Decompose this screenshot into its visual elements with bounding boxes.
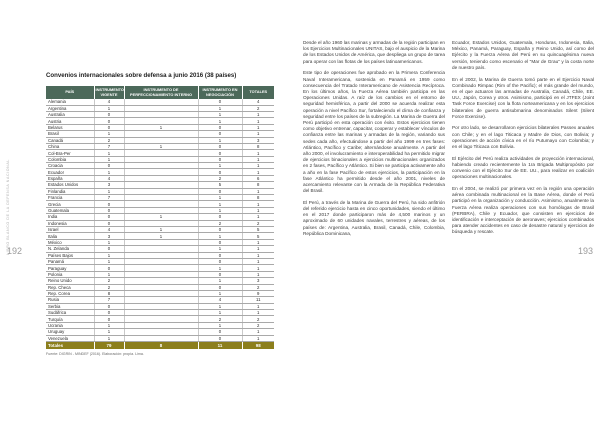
table-cell: 1 <box>94 322 124 328</box>
table-cell: 3 <box>242 137 274 143</box>
table-cell: 7 <box>94 195 124 201</box>
right-page-column-1 <box>303 40 445 243</box>
table-cell: Países Bajos <box>46 252 94 258</box>
defense-agreements-table <box>46 86 274 349</box>
body-paragraph: Este tipo de operaciones fue aprobado en la Primera Conferencia Naval Interamericana, sostenida en Panamá en 1959 como consecuencia del Tratado Interamericano de Asistencia Recíproca. En los últimos años, la Fuerza Aérea también participa en las Operaciones Unidas. A raíz de los cambios en el entorno de seguridad hemisférica, a partir del 2000 se acuerda realizar esta operación a nivel Pacífico Sur, fortaleciendo el clima de confianza y seguridad entre los países de la subregión. La Marina de Guerra del Perú participó en esta operación con éxito. Estos ejercicios tienen como objetivo entrenar, capacitar, cooperar y establecer vínculos de confianza entre las marinas y armadas de la región, variando sus sedes cada año, efectuándose a partir del año 1999 en tres fases: Atlántico, Pacífico y Caribe; alternándose anualmente. A partir del año 2000, el involucramiento e interoperabilidad ha permitido migrar de ejercicios binacionales a ejercicios multinacionales organizados en 2 fases, Pacífico y Atlántico. Si bien se participa activamente año a año en la fase Pacífico de estos ejercicios, la participación en la fase Atlántico ha permitido desde el año 2001, niveles de acercamiento relevante con la Armada de la República Federativa del Brasil. <box>303 70 445 194</box>
table-cell: 1 <box>242 131 274 137</box>
table-cell: 0 <box>198 258 242 264</box>
table-cell: 1 <box>242 169 274 175</box>
table-cell: 1 <box>198 303 242 309</box>
table-cell: 4 <box>94 227 124 233</box>
table-cell: 1 <box>94 150 124 156</box>
table-cell: 8 <box>242 195 274 201</box>
table-cell: 0 <box>94 124 124 130</box>
table-cell: Rusia <box>46 297 94 303</box>
table-cell: 0 <box>198 284 242 290</box>
table-cell: 0 <box>94 246 124 252</box>
table-cell: 1 <box>242 265 274 271</box>
table-cell: Belarus <box>46 124 94 130</box>
table-cell: España <box>46 175 94 181</box>
table-cell: 1 <box>94 156 124 162</box>
table-cell: Rep. Corea <box>46 290 94 296</box>
table-cell: 2 <box>198 316 242 322</box>
table-cell: 1 <box>124 233 198 239</box>
table-cell: 0 <box>198 329 242 335</box>
table-cell: 1 <box>94 252 124 258</box>
table-cell: Israel <box>46 227 94 233</box>
table-totals-row <box>46 342 274 350</box>
table-cell: Colombia <box>46 156 94 162</box>
table-cell: 0 <box>94 201 124 207</box>
totals-cell: 98 <box>242 342 274 350</box>
table-cell: Serbia <box>46 303 94 309</box>
table-cell: 3 <box>242 278 274 284</box>
table-cell: 1 <box>242 246 274 252</box>
table-cell: 5 <box>198 182 242 188</box>
table-cell: 1 <box>198 290 242 296</box>
table-cell: Ecuador <box>46 169 94 175</box>
table-cell: 0 <box>198 131 242 137</box>
table-cell: 1 <box>198 322 242 328</box>
table-cell: 1 <box>242 156 274 162</box>
left-page <box>46 72 274 359</box>
table-cell: Paraguay <box>46 265 94 271</box>
table-cell: 2 <box>242 284 274 290</box>
table-cell: 9 <box>242 290 274 296</box>
table-cell: Grecia <box>46 201 94 207</box>
table-cell: 0 <box>94 220 124 226</box>
table-cell: 1 <box>242 201 274 207</box>
table-cell: 1 <box>94 188 124 194</box>
table-cell: 1 <box>94 131 124 137</box>
table-cell: México <box>46 239 94 245</box>
table-cell: 0 <box>198 239 242 245</box>
totals-cell: 79 <box>94 342 124 350</box>
table-cell: Sudáfrica <box>46 310 94 316</box>
table-cell: 0 <box>198 99 242 105</box>
table-cell: 2 <box>198 175 242 181</box>
table-cell: 2 <box>242 105 274 111</box>
body-paragraph: Ecuador, Estados Unidos, Guatemala, Honduras, Indonesia, Italia, México, Panamá, Paraguay, España y Reino Unido, así como del Ejército y la Fuerza Aérea del Perú en su quincuagésima nueva versión, teniendo como escenario el "Mar de Grau" y la costa norte de nuestro país. <box>452 40 594 70</box>
table-cell: 1 <box>198 207 242 213</box>
table-cell: 0 <box>94 214 124 220</box>
table-cell: 2 <box>94 137 124 143</box>
table-cell: Polonia <box>46 271 94 277</box>
table-cell: 0 <box>94 265 124 271</box>
table-cell: Italia <box>46 233 94 239</box>
table-cell: Croacia <box>46 163 94 169</box>
table-cell: 7 <box>94 143 124 149</box>
table-cell: 1 <box>198 233 242 239</box>
table-cell: 0 <box>198 271 242 277</box>
table-cell: 4 <box>242 99 274 105</box>
table-cell: 1 <box>242 252 274 258</box>
table-cell: 3 <box>94 233 124 239</box>
table-cell: 1 <box>242 271 274 277</box>
column-header: INSTRUMENTO VIGENTE <box>94 86 124 99</box>
table-cell: 8 <box>242 182 274 188</box>
table-cell: Venezuela <box>46 335 94 341</box>
table-source-note: Fuente: DIGRIN - MINDEF (2016). Elaboración: propia. Lima. <box>46 351 144 356</box>
table-cell: 1 <box>242 207 274 213</box>
table-cell: Uruguay <box>46 329 94 335</box>
table-header-row <box>46 86 274 99</box>
page-number-right: 193 <box>577 246 593 256</box>
table-cell: Argentina <box>46 105 94 111</box>
body-paragraph: Desde el año 1960 las marinas y armadas de la región participan en los Ejercicios Multinacionales UNITAS, bajo el auspicio de la Marina de los Estados Unidos de América, que despliega un grupo de tarea para operar con las flotas de los países latinoamericanos. <box>303 40 445 64</box>
table-cell: 1 <box>242 258 274 264</box>
table-cell: 1 <box>94 271 124 277</box>
table-cell: 1 <box>198 137 242 143</box>
table-cell: Finlandia <box>46 188 94 194</box>
table-cell: Rep. Checa <box>46 284 94 290</box>
table-cell: Alemania <box>46 99 94 105</box>
table-cell: 1 <box>124 143 198 149</box>
table-cell: 0 <box>198 169 242 175</box>
table-cell: 1 <box>94 258 124 264</box>
table-cell: Reino Unido <box>46 278 94 284</box>
table-cell: Col-Bra-Per <box>46 150 94 156</box>
table-cell: Estados Unidos <box>46 182 94 188</box>
body-paragraph: El Perú, a través de la Marina de Guerra del Perú, ha sido anfitrión del referido ejercicio hasta en cinco oportunidades, siendo el último en el 2017 donde participaron más de 4,500 marinos y un aproximado de 60 unidades navales, terrestres y aéreas, de los países de: Argentina, Australia, Brasil, Canadá, Chile, Colombia, República Dominicana, <box>303 199 445 236</box>
table-cell: 8 <box>242 143 274 149</box>
body-paragraph: Por otro lado, se desarrollaron ejercicios bilaterales Passex anuales con Chile; y en el lago Titicaca y Madre de Dios, con Bolivia; y operaciones de acción cívica en el río Putumayo con Colombia; y en el lago Titicaca con Bolivia. <box>452 125 594 150</box>
table-cell: 0 <box>198 252 242 258</box>
table-cell: 8 <box>94 290 124 296</box>
table-cell: 1 <box>94 169 124 175</box>
page-number-left: 192 <box>7 246 23 256</box>
table-cell: 1 <box>242 214 274 220</box>
table-cell: 4 <box>94 175 124 181</box>
column-header: INSTRUMENTO DE PERFECCIONAMIENTO INTERNO <box>124 86 198 99</box>
table-cell: Panamá <box>46 258 94 264</box>
table-cell: China <box>46 143 94 149</box>
column-header: PAÍS <box>46 86 94 99</box>
table-cell: 5 <box>242 233 274 239</box>
table-cell: 0 <box>94 111 124 117</box>
totals-cell: 8 <box>124 342 198 350</box>
table-cell: India <box>46 214 94 220</box>
table-cell: 1 <box>198 246 242 252</box>
table-cell: Francia <box>46 195 94 201</box>
table-cell: 1 <box>94 239 124 245</box>
table-cell: 1 <box>242 163 274 169</box>
table-cell: 2 <box>94 278 124 284</box>
table-cell: 1 <box>242 118 274 124</box>
column-header: TOTALES <box>242 86 274 99</box>
table-cell: 1 <box>198 278 242 284</box>
table-cell: Guatemala <box>46 207 94 213</box>
table-cell: 1 <box>124 124 198 130</box>
table-cell: 0 <box>198 227 242 233</box>
table-cell: 0 <box>94 163 124 169</box>
table-cell: Australia <box>46 111 94 117</box>
table-cell: 1 <box>242 239 274 245</box>
table-cell: 1 <box>94 329 124 335</box>
table-cell: 0 <box>94 118 124 124</box>
table-cell: Canadá <box>46 137 94 143</box>
table-cell: 1 <box>124 214 198 220</box>
table-cell: 0 <box>198 188 242 194</box>
table-cell: 1 <box>242 188 274 194</box>
spine-vertical-text: LIBRO BLANCO DE LA DEFENSA NACIONAL <box>6 159 10 255</box>
table-cell: 1 <box>198 195 242 201</box>
table-cell: N. Zelanda <box>46 246 94 252</box>
table-cell: 0 <box>94 207 124 213</box>
table-cell: 1 <box>198 310 242 316</box>
table-cell: 1 <box>198 163 242 169</box>
table-cell: 0 <box>94 310 124 316</box>
column-header: INSTRUMENTO EN NEGOCIACIÓN <box>198 86 242 99</box>
table-cell: 1 <box>242 335 274 341</box>
table-cell: 1 <box>198 201 242 207</box>
table-cell: 0 <box>198 214 242 220</box>
table-cell: 1 <box>124 227 198 233</box>
table-cell: 1 <box>94 335 124 341</box>
table-cell: 1 <box>242 150 274 156</box>
table-cell: 5 <box>242 227 274 233</box>
table-cell: Indonesia <box>46 220 94 226</box>
table-cell: 2 <box>198 220 242 226</box>
table-cell: 1 <box>242 310 274 316</box>
body-paragraph: El Ejército del Perú realiza actividades de proyección internacional, habiendo creado recientemente la 1ra Brigada Multipropósito por convenio con el Ejército Sur de EE. UU., para realizar en coalición operaciones multinacionales. <box>452 155 594 180</box>
table-cell: 1 <box>198 265 242 271</box>
table-cell: 1 <box>198 118 242 124</box>
table-cell: 1 <box>198 111 242 117</box>
table-cell: 7 <box>94 297 124 303</box>
table-cell: 1 <box>242 329 274 335</box>
table-cell: 4 <box>198 297 242 303</box>
table-body <box>46 99 274 341</box>
table-cell: Brasil <box>46 131 94 137</box>
table-cell: Turquía <box>46 316 94 322</box>
table-cell: 2 <box>242 316 274 322</box>
table-cell: 1 <box>242 124 274 130</box>
table-cell: 2 <box>242 322 274 328</box>
body-paragraph: En el 2002, la Marina de Guerra tomó parte en el Ejercicio Naval Combinado Rimpac (Rim of the Pacific); el más grande del mundo, en el que actuaron las armadas de Australia, Canadá, Chile, EE. UU., Japón, Corea y otros. Asimismo, participó en el JTFEX (Joint Task Force Exercise) con la flota norteamericana y en los ejercicios bilaterales de guerra antisubmarina denominados Silent (Silent Force Exercise). <box>452 76 594 119</box>
table-cell: 2 <box>94 284 124 290</box>
table-cell: 0 <box>198 143 242 149</box>
table-title: Convenios internacionales sobre defensa a junio 2016 (38 países) <box>46 72 237 79</box>
right-page-column-2 <box>452 40 594 241</box>
totals-cell: Totales <box>46 342 94 350</box>
table-cell: 6 <box>242 175 274 181</box>
body-paragraph: En el 2004, se realizó por primera vez en la región una operación aérea combinada multinacional en la Base Aérea, donde el Perú participó en la organización y conducción. Asimismo, anualmente la Fuerza Aérea realiza operaciones con sus homólogas de Brasil (PERBRA), Chile y Ecuador, que consisten en ejercicios de identificación e interceptación de aeronaves; ejercicios combinados para atender accidentes en caso de desastre natural y ejercicios de búsqueda y rescate. <box>452 186 594 235</box>
table-cell: 11 <box>242 297 274 303</box>
table-cell: 0 <box>94 316 124 322</box>
table-cell: 3 <box>94 182 124 188</box>
table-cell: 4 <box>94 99 124 105</box>
table-cell: 0 <box>198 335 242 341</box>
table-cell: 0 <box>198 124 242 130</box>
table-cell: 0 <box>94 303 124 309</box>
table-cell: Ucrania <box>46 322 94 328</box>
table-cell: 1 <box>198 105 242 111</box>
table-cell: 1 <box>94 105 124 111</box>
table-cell: 1 <box>242 303 274 309</box>
table-cell: 0 <box>198 150 242 156</box>
table-cell: 2 <box>242 220 274 226</box>
table-cell: 0 <box>198 156 242 162</box>
totals-cell: 11 <box>198 342 242 350</box>
table-cell: Austria <box>46 118 94 124</box>
table-cell: 1 <box>242 111 274 117</box>
